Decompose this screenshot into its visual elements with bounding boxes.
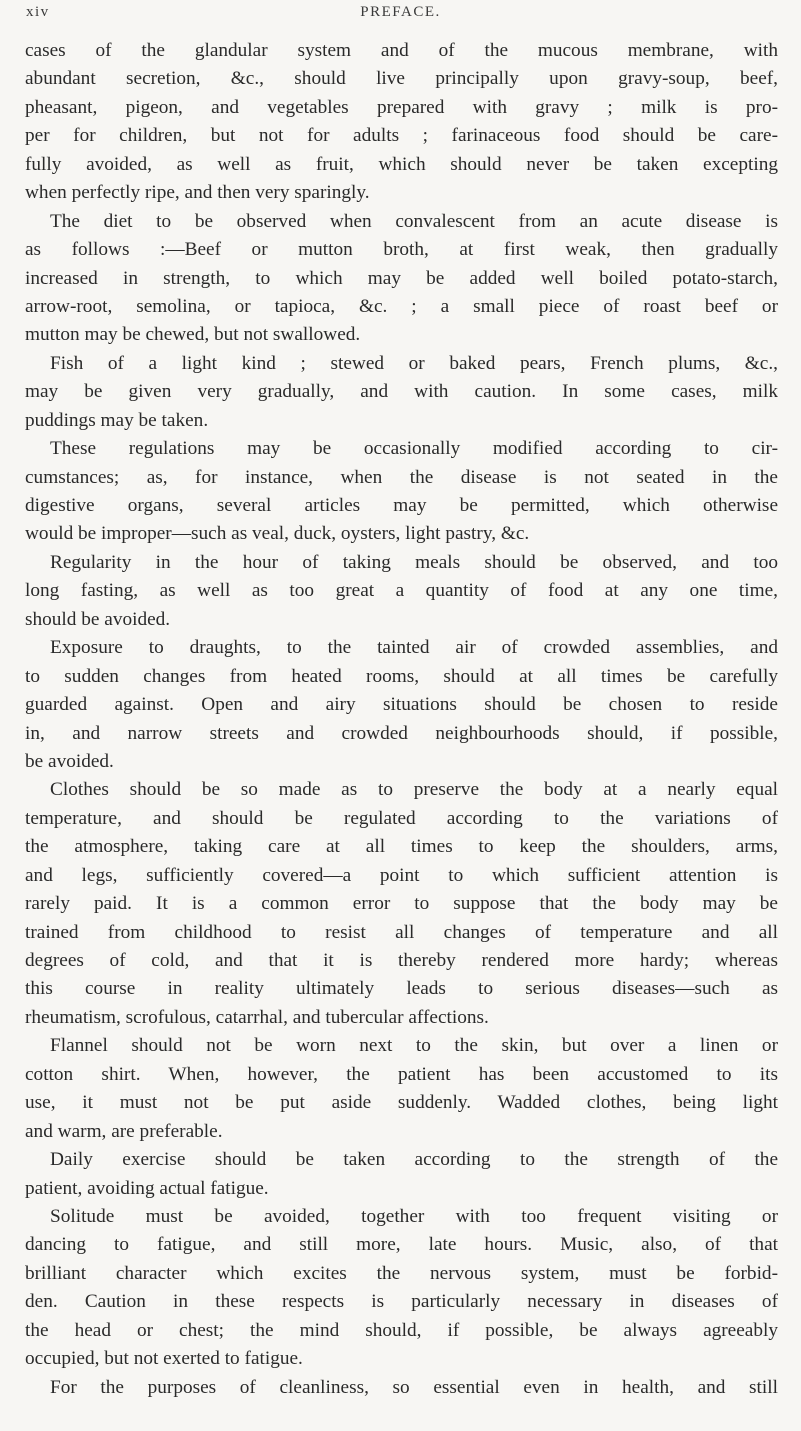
text-line: brilliant character which excites the nervous system, must be forbid- [25,1262,778,1284]
text-line: Regularity in the hour of taking meals should be observed, and too [50,551,778,573]
text-line: Flannel should not be worn next to the skin, but over a linen or [50,1035,778,1057]
text-line: For the purposes of cleanliness, so essential even in health, and still [50,1376,778,1398]
text-line: Daily exercise should be taken according to the strength of the [50,1149,778,1171]
text-line: the atmosphere, taking care at all times to keep the shoulders, arms, [25,836,778,858]
text-line: when perfectly ripe, and then very sparingly. [25,182,370,204]
text-line: arrow-root, semolina, or tapioca, &c. ; a small piece of roast beef or [25,295,778,317]
running-title: PREFACE. [360,4,441,20]
text-line: fully avoided, as well as fruit, which should never be taken excepting [25,153,778,175]
text-line: digestive organs, several articles may be permitted, which otherwise [25,495,778,516]
text-line: trained from childhood to resist all changes of temperature and all [25,921,778,943]
text-line: to sudden changes from heated rooms, should at all times be carefully [25,665,778,687]
text-line: These regulations may be occasionally modified according to cir- [50,438,778,460]
text-line: cases of the glandular system and of the mucous membrane, with [25,40,778,61]
text-line: may be given very gradually, and with caution. In some cases, milk [25,381,778,403]
text-line: should be avoided. [25,608,171,630]
text-line: increased in strength, to which may be added well boiled potato-starch, [25,267,778,289]
text-line: guarded against. Open and airy situations should be chosen to reside [25,694,778,716]
text-line: rarely paid. It is a common error to suppose that the body may be [25,893,778,915]
text-line: and warm, are preferable. [25,1120,223,1142]
text-line: would be improper—such as veal, duck, oysters, light pastry, &c. [25,523,530,545]
text-line: Solitude must be avoided, together with too frequent visiting or [50,1205,778,1227]
text-line: Clothes should be so made as to preserve the body at a nearly equal [50,779,778,801]
text-line: Fish of a light kind ; stewed or baked pears, French plums, &c., [50,352,778,374]
text-line: pheasant, pigeon, and vegetables prepared with gravy ; milk is pro- [25,96,778,118]
text-line: degrees of cold, and that it is thereby rendered more hardy; whereas [25,950,778,971]
page-number: xiv [26,4,50,20]
text-line: den. Caution in these respects is particularly necessary in diseases of [25,1291,778,1313]
text-line: Exposure to draughts, to the tainted air of crowded assemblies, and [50,637,778,659]
text-line: the head or chest; the mind should, if possible, be always agreeably [25,1319,778,1341]
text-line: use, it must not be put aside suddenly. Wadded clothes, being light [25,1092,778,1114]
text-line: as follows :—Beef or mutton broth, at first weak, then gradually [25,239,778,261]
text-line: dancing to fatigue, and still more, late hours. Music, also, of that [25,1234,778,1256]
text-line: long fasting, as well as too great a quantity of food at any one time, [25,580,778,602]
text-line: per for children, but not for adults ; farinaceous food should be care- [25,125,778,147]
text-line: cumstances; as, for instance, when the disease is not seated in the [25,466,778,488]
text-line: mutton may be chewed, but not swallowed. [25,324,361,346]
text-line: puddings may be taken. [25,409,209,431]
text-line: be avoided. [25,750,114,772]
text-line: this course in reality ultimately leads to serious diseases—such as [25,978,778,1000]
body-text [25,37,778,1402]
text-line: patient, avoiding actual fatigue. [25,1177,269,1199]
text-line: occupied, but not exerted to fatigue. [25,1348,303,1370]
text-line: in, and narrow streets and crowded neighbourhoods should, if possible, [25,722,778,744]
text-line: rheumatism, scrofulous, catarrhal, and tubercular affections. [25,1006,489,1028]
text-line: temperature, and should be regulated according to the variations of [25,807,778,829]
text-line: and legs, sufficiently covered—a point to which sufficient attention is [25,864,778,886]
text-line: cotton shirt. When, however, the patient has been accustomed to its [25,1063,778,1085]
text-line: abundant secretion, &c., should live principally upon gravy-soup, beef, [25,68,778,90]
text-line: The diet to be observed when convalescent from an acute disease is [50,210,778,232]
